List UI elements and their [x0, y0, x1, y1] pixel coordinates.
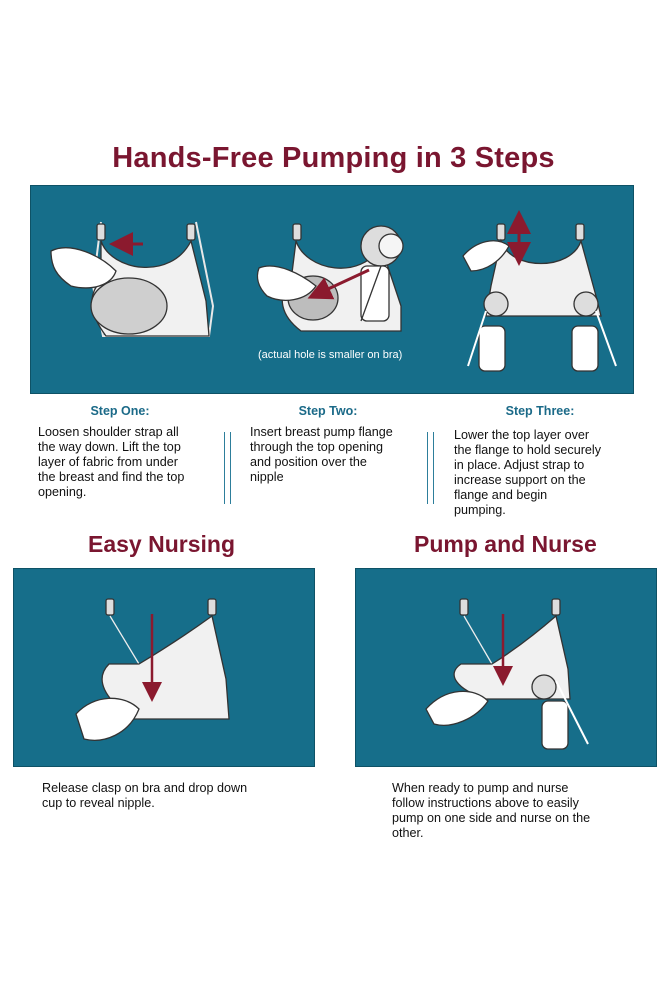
pump-and-nurse-text: When ready to pump and nurse follow instructions above to easily pump on one side and nurse on the other. — [392, 781, 591, 840]
divider-line — [224, 432, 225, 504]
divider-line — [230, 432, 231, 504]
step-three-heading: Step Three: — [505, 404, 575, 418]
pump-and-nurse-title: Pump and Nurse — [414, 531, 597, 557]
steps-illustration — [31, 186, 633, 393]
step-two-note: (actual hole is smaller on bra) — [258, 349, 403, 361]
step-three-bra-pumps-illustration — [463, 224, 616, 371]
divider-line — [427, 432, 428, 504]
easy-nursing-text: Release clasp on bra and drop down cup to reveal nipple. — [42, 781, 248, 810]
step-one-heading: Step One: — [90, 404, 150, 418]
easy-nursing-illustration — [14, 569, 314, 766]
divider-line — [433, 432, 434, 504]
step-one-text: Loosen shoulder strap all the way down. Lift the top layer of fabric from under the breast and find the top opening. — [38, 425, 185, 499]
step-two-bra-pump-illustration — [258, 224, 403, 331]
pump-and-nurse-panel — [355, 568, 657, 767]
pump-and-nurse-illustration — [356, 569, 656, 766]
steps-illustration-panel — [30, 185, 634, 394]
step-three-text: Lower the top layer over the flange to hold securely in place. Adjust strap to increase support on the flange and begin pumping. — [454, 428, 602, 517]
page-title: Hands-Free Pumping in 3 Steps — [112, 142, 555, 174]
easy-nursing-panel — [13, 568, 315, 767]
step-two-heading: Step Two: — [298, 404, 358, 418]
step-one-bra-illustration — [51, 222, 213, 336]
easy-nursing-title: Easy Nursing — [88, 531, 235, 557]
step-two-text: Insert breast pump flange through the top opening and position over the nipple — [250, 425, 393, 484]
